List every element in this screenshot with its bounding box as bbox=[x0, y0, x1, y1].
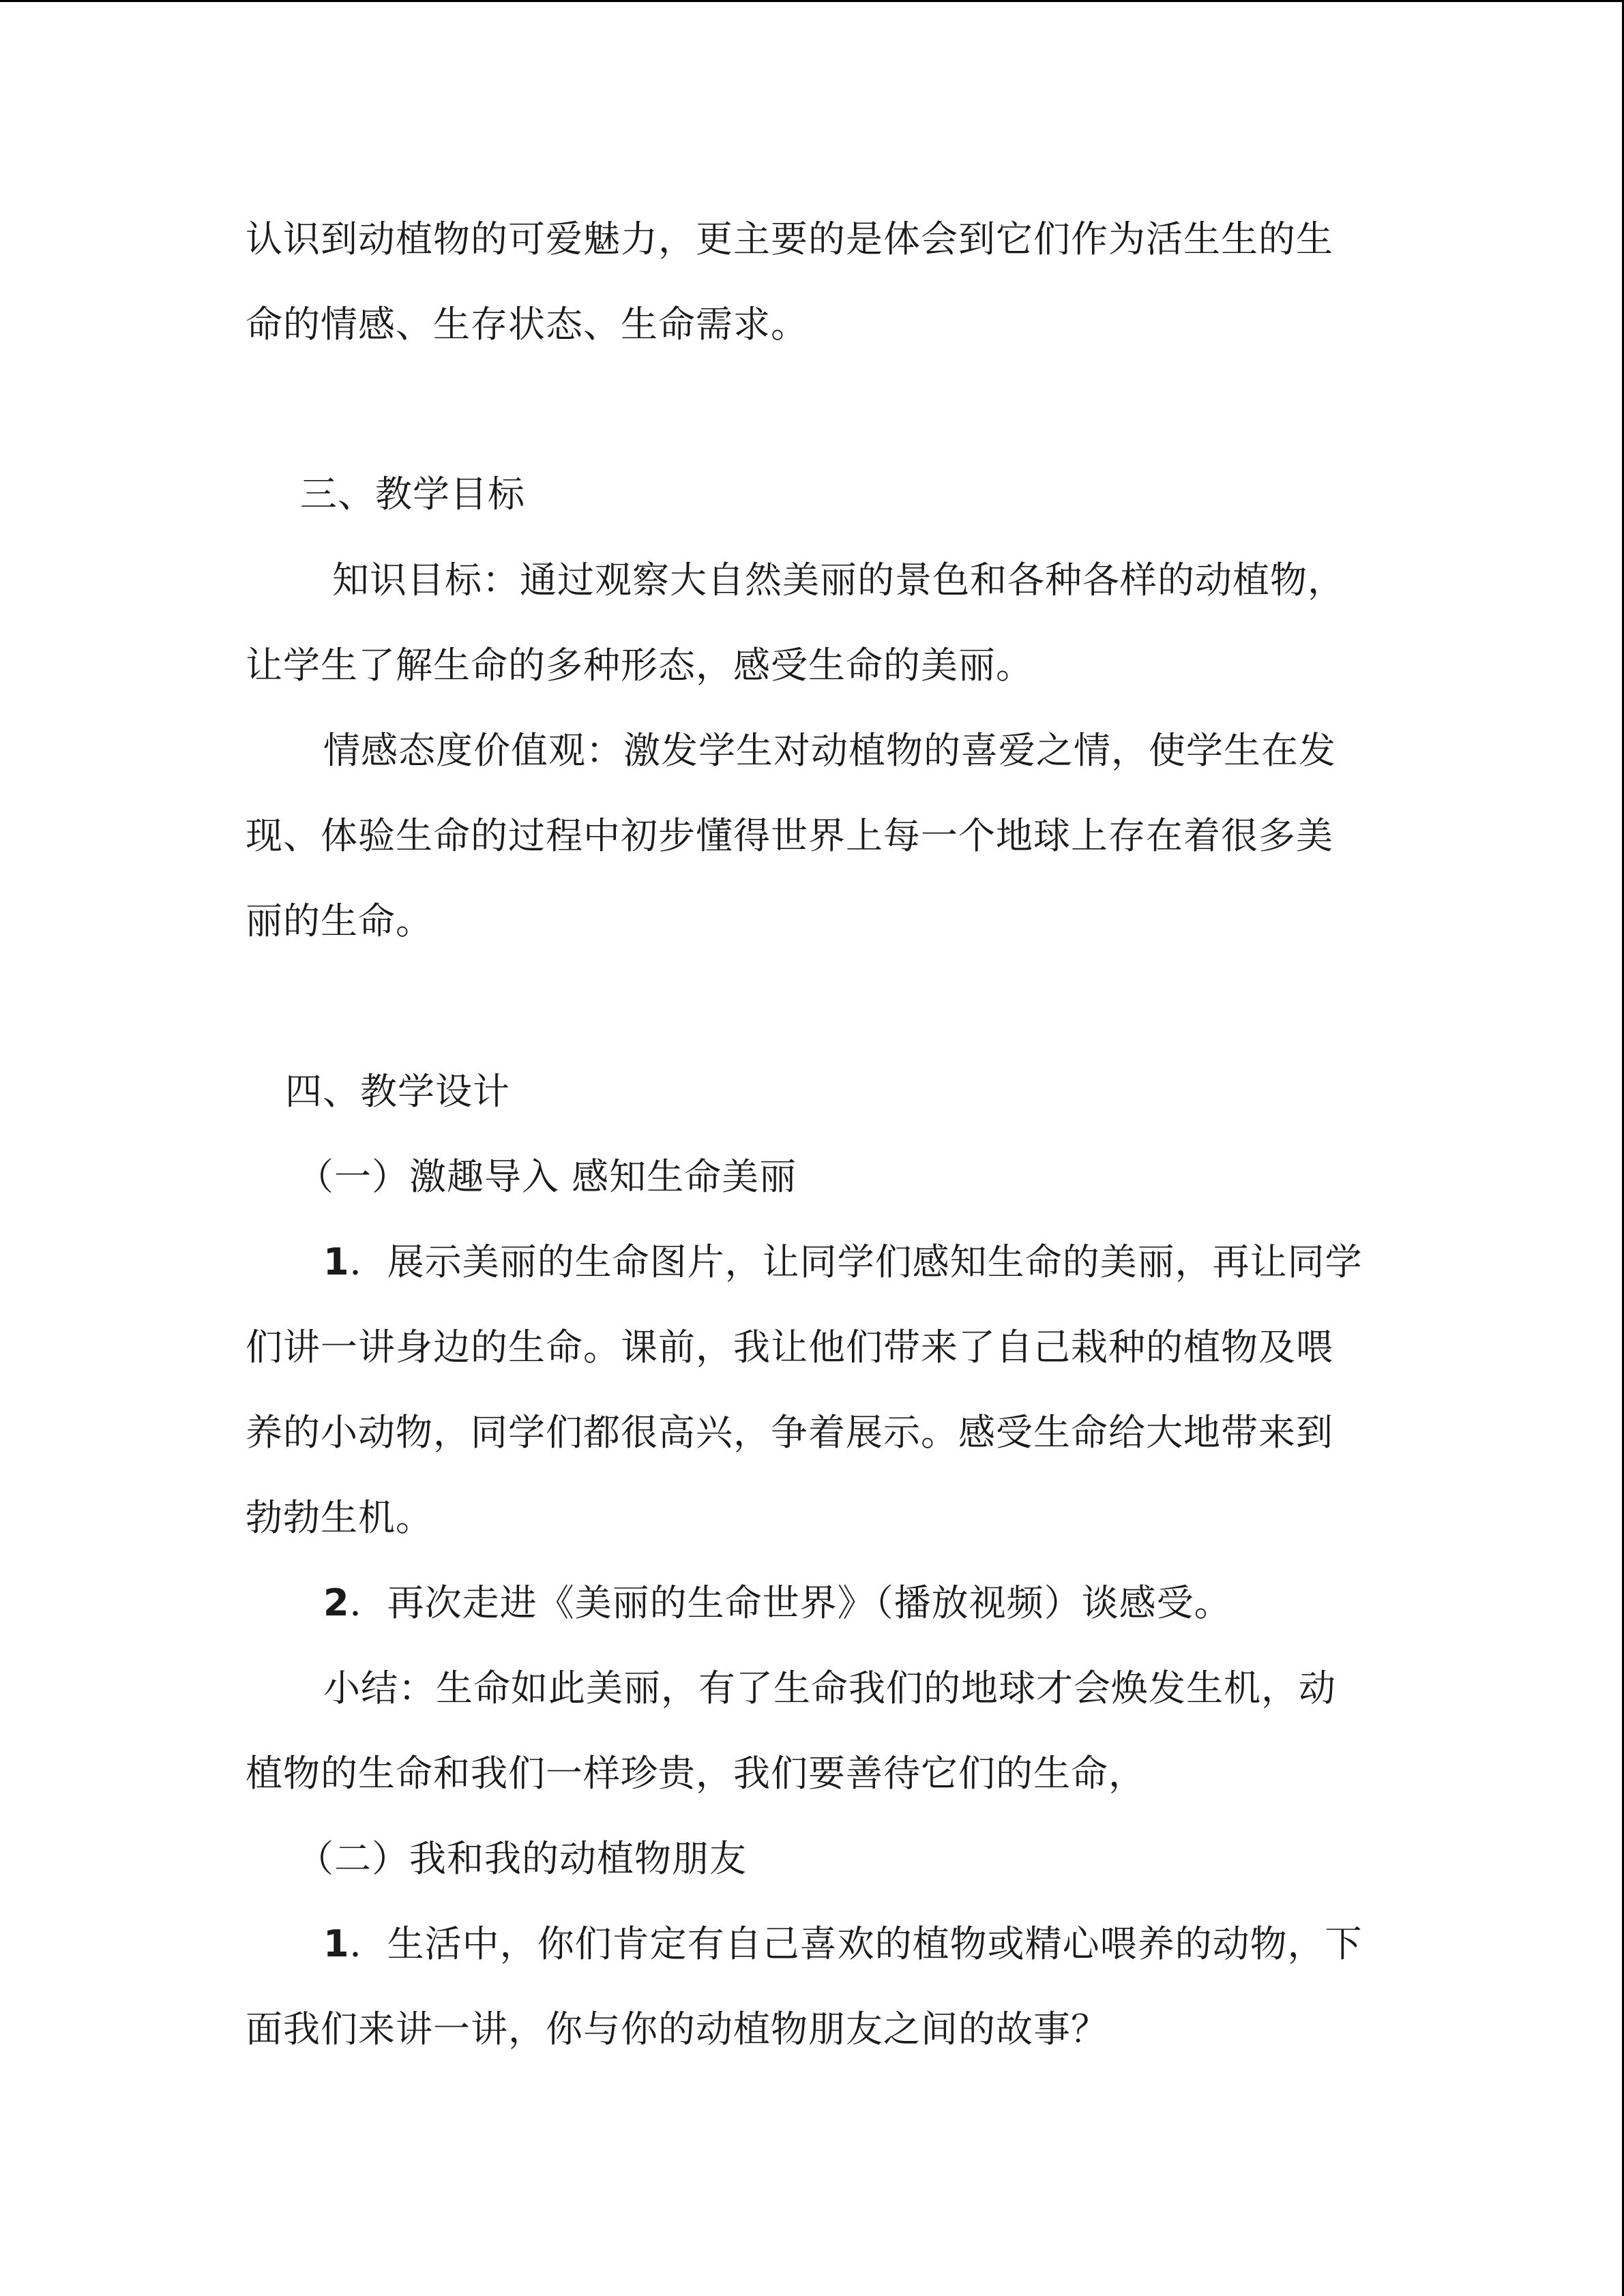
text-line: 情感态度价值观：激发学生对动植物的喜爱之情，使学生在发 bbox=[323, 729, 1336, 772]
text-line: 植物的生命和我们一样珍贵，我们要善待它们的生命， bbox=[246, 1752, 1146, 1795]
text-line: 认识到动植物的可爱魅力，更主要的是体会到它们作为活生生的生 bbox=[246, 218, 1333, 260]
text-line: 们讲一讲身边的生命。课前，我让他们带来了自己栽种的植物及喂 bbox=[246, 1326, 1333, 1369]
text-line: 让学生了解生命的多种形态，感受生命的美丽。 bbox=[246, 644, 1033, 687]
text-line: ．再次走进《美丽的生命世界》（播放视频）谈感受。 bbox=[349, 1581, 1232, 1624]
section-heading: 三、教学目标 bbox=[300, 473, 525, 516]
item-number: 2 bbox=[323, 1581, 350, 1624]
list-item bbox=[323, 1581, 1232, 1625]
list-item bbox=[323, 1240, 1363, 1284]
text-line: ．展示美丽的生命图片，让同学们感知生命的美丽，再让同学 bbox=[349, 1240, 1363, 1283]
page-border-top bbox=[0, 0, 1624, 2]
item-number: 1 bbox=[323, 1240, 350, 1283]
subsection-heading: （二）我和我的动植物朋友 bbox=[297, 1837, 747, 1880]
section-heading: 四、教学设计 bbox=[285, 1070, 510, 1113]
list-item bbox=[323, 1922, 1363, 1966]
text-line: ．生活中，你们肯定有自己喜欢的植物或精心喂养的动物，下 bbox=[349, 1922, 1363, 1965]
text-line: 勃勃生机。 bbox=[246, 1496, 433, 1539]
text-line: 现、体验生命的过程中初步懂得世界上每一个地球上存在着很多美 bbox=[246, 814, 1333, 857]
text-line: 养的小动物，同学们都很高兴，争着展示。感受生命给大地带来到 bbox=[246, 1411, 1333, 1454]
text-line: 面我们来讲一讲，你与你的动植物朋友之间的故事？ bbox=[246, 2008, 1108, 2051]
text-line: 丽的生命。 bbox=[246, 899, 433, 942]
item-number: 1 bbox=[323, 1922, 350, 1965]
text-line: 小结：生命如此美丽，有了生命我们的地球才会焕发生机，动 bbox=[323, 1667, 1336, 1710]
text-line: 命的情感、生存状态、生命需求。 bbox=[246, 303, 808, 346]
text-line: 知识目标：通过观察大自然美丽的景色和各种各样的动植物， bbox=[332, 558, 1345, 601]
subsection-heading: （一）激趣导入 感知生命美丽 bbox=[297, 1155, 797, 1198]
